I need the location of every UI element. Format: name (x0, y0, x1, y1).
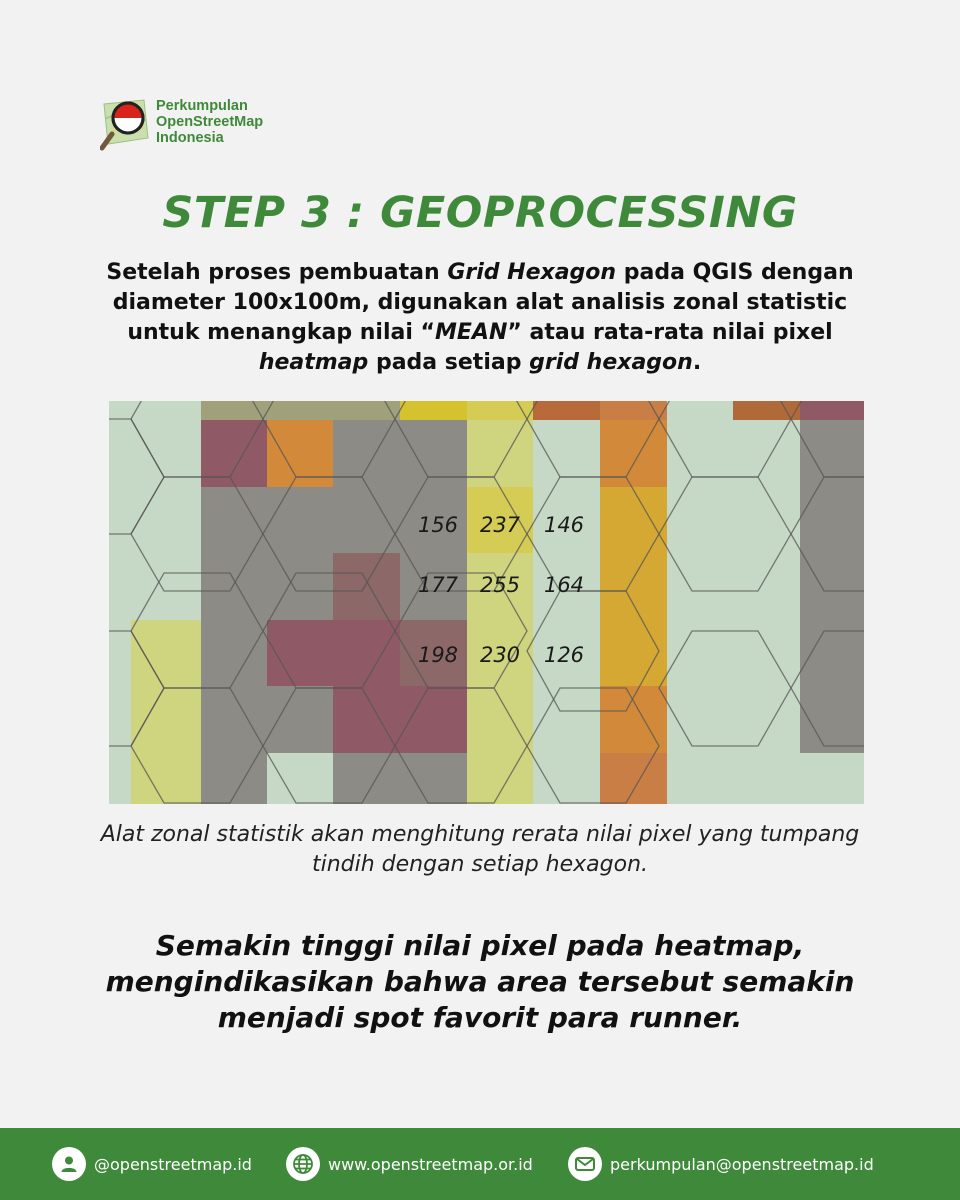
heatmap-pixel (533, 686, 600, 753)
logo (100, 96, 300, 156)
page-title: STEP 3 : GEOPROCESSING (162, 188, 798, 238)
email-address[interactable]: perkumpulan@openstreetmap.id (610, 1154, 874, 1174)
heatmap-pixel (733, 753, 800, 804)
heatmap-pixel (667, 553, 733, 620)
logo-line2: OpenStreetMap (156, 114, 264, 130)
heatmap-pixel (201, 553, 267, 620)
heatmap-pixel (733, 620, 800, 686)
website-link[interactable]: www.openstreetmap.or.id (328, 1154, 533, 1174)
heatmap-pixel (400, 753, 467, 804)
heatmap-pixel (467, 401, 533, 420)
heatmap-pixel (131, 553, 201, 620)
pixel-value: 237 (479, 513, 521, 537)
pixel-value: 156 (417, 513, 459, 537)
heatmap-pixel (109, 686, 131, 753)
pixel-value: 164 (543, 573, 585, 597)
heatmap-pixel (131, 401, 201, 420)
heatmap-pixel (267, 753, 333, 804)
pixel-value: 230 (479, 643, 521, 667)
heatmap-pixel (467, 753, 533, 804)
user-icon (52, 1147, 86, 1181)
heatmap-pixel (267, 487, 333, 553)
heatmap-pixel (333, 620, 400, 686)
logo-line3: Indonesia (156, 130, 224, 146)
pixel-value: 146 (543, 513, 585, 537)
heatmap-pixel (467, 686, 533, 753)
heatmap-pixel (800, 753, 864, 804)
footer (0, 1128, 960, 1200)
osm-map-magnifier-icon (100, 98, 156, 152)
intro-text-3: ” atau rata-rata nilai pixel (507, 320, 833, 345)
heatmap-hexagon-grid (109, 401, 864, 804)
intro-emphasis-3: heatmap (258, 350, 369, 375)
heatmap-pixel (667, 487, 733, 553)
logo-text (156, 98, 263, 146)
heatmap-pixel (600, 401, 667, 420)
heatmap-pixel (109, 620, 131, 686)
heatmap-pixel (600, 553, 667, 620)
globe-icon (286, 1147, 320, 1181)
intro-paragraph (90, 258, 870, 378)
heatmap-pixel (533, 753, 600, 804)
heatmap-pixel (733, 686, 800, 753)
pixel-value: 177 (417, 573, 459, 597)
heatmap-pixel (667, 401, 733, 420)
pixel-value: 126 (543, 643, 585, 667)
heatmap-pixel (400, 401, 467, 420)
heatmap-pixel (267, 686, 333, 753)
heatmap-pixel (109, 487, 131, 553)
heatmap-pixel (131, 620, 201, 686)
heatmap-pixel (109, 753, 131, 804)
instagram-handle[interactable]: @openstreetmap.id (94, 1154, 252, 1174)
heatmap-pixel (600, 753, 667, 804)
footer-email[interactable] (568, 1146, 874, 1182)
heatmap-pixel (800, 620, 864, 686)
heatmap-pixel (267, 553, 333, 620)
intro-emphasis-4: grid hexagon (529, 350, 693, 375)
intro-emphasis-1: Grid Hexagon (447, 260, 617, 285)
intro-emphasis-2: MEAN (435, 320, 508, 345)
heatmap-pixel (109, 553, 131, 620)
footer-website[interactable] (286, 1146, 533, 1182)
heatmap-pixel (667, 753, 733, 804)
heatmap-pixel (667, 620, 733, 686)
heatmap-pixel (131, 686, 201, 753)
heatmap-pixel (800, 487, 864, 553)
pixel-value: 255 (479, 573, 521, 597)
intro-text-4: pada setiap (368, 350, 530, 375)
intro-text-5: . (692, 350, 702, 375)
heatmap-pixel (600, 487, 667, 553)
heatmap-pixel (533, 401, 600, 420)
heatmap-pixel (201, 620, 267, 686)
heatmap-pixel (800, 553, 864, 620)
heatmap-pixel (131, 753, 201, 804)
heatmap-pixel (131, 487, 201, 553)
footer-instagram[interactable] (52, 1146, 252, 1182)
heatmap-pixels (109, 401, 864, 804)
heatmap-svg (109, 401, 864, 804)
heatmap-pixel (600, 620, 667, 686)
heatmap-pixel (201, 401, 400, 420)
intro-text-2: pada QGIS dengan diameter 100x100m, digunakan alat analisis zonal statistic untuk menangkap nilai “ (112, 260, 854, 345)
conclusion: Semakin tinggi nilai pixel pada heatmap, mengindikasikan bahwa area tersebut semakin menjadi spot favorit para runner. (105, 929, 855, 1034)
intro-text-1: Setelah proses pembuatan (106, 260, 448, 285)
heatmap-pixel (267, 620, 333, 686)
logo-line1: Perkumpulan (156, 98, 248, 114)
caption: Alat zonal statistik akan menghitung rerata nilai pixel yang tumpang tindih dengan setiap hexagon. (100, 822, 860, 877)
heatmap-pixel (733, 553, 800, 620)
heatmap-pixel (800, 401, 864, 420)
heatmap-pixel (733, 487, 800, 553)
mail-icon (568, 1147, 602, 1181)
heatmap-pixel (109, 420, 131, 487)
heatmap-pixel (333, 553, 400, 620)
pixel-value-labels (418, 513, 584, 667)
pixel-value: 198 (417, 643, 459, 667)
heatmap-pixel (109, 401, 131, 420)
